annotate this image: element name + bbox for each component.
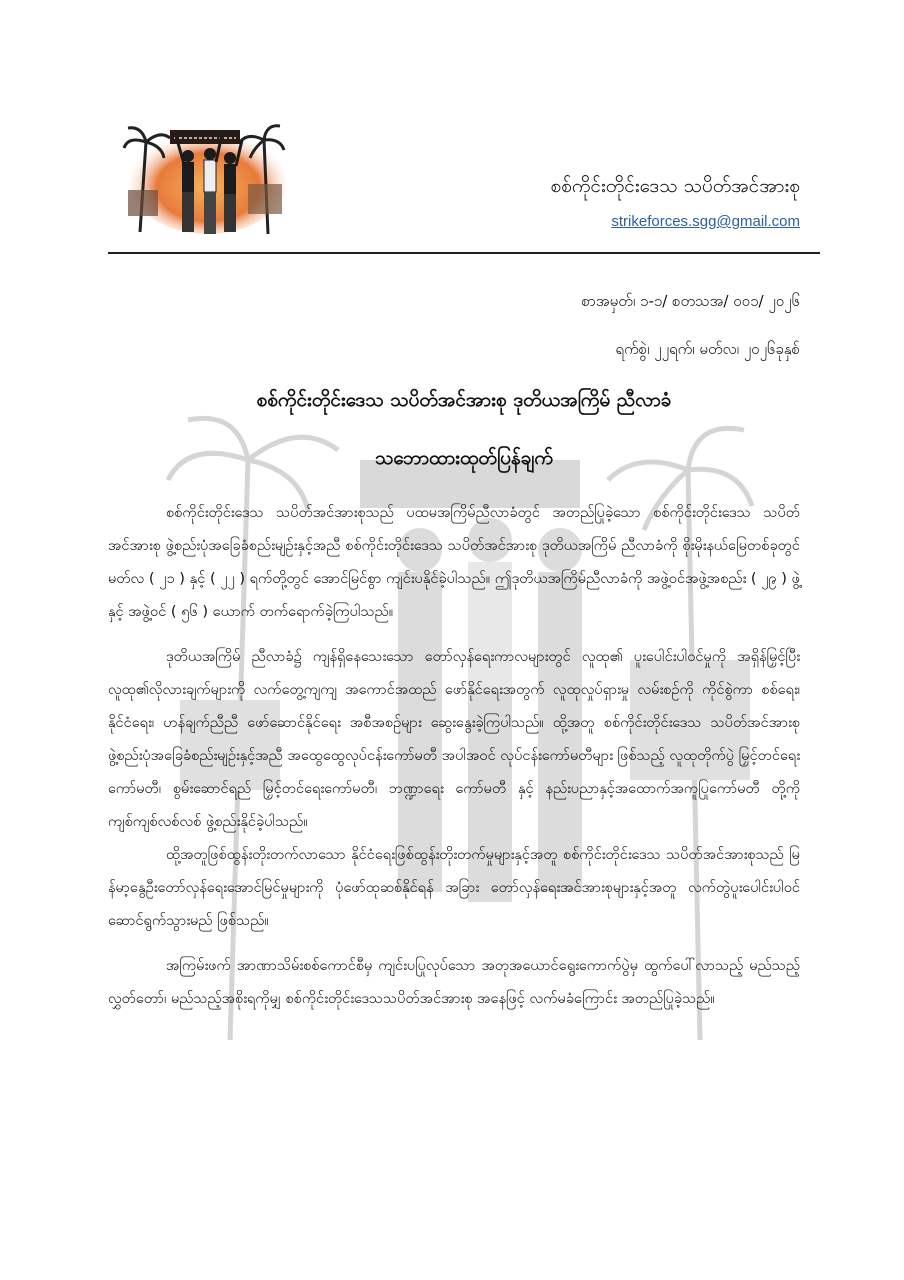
document-title: စစ်ကိုင်းတိုင်းဒေသ သပိတ်အင်အားစု ဒုတိယအကြိမ် ညီလာခံ [256,389,672,411]
organization-email-link[interactable]: strikeforces.sgg@gmail.com [611,213,800,230]
paragraph-2: ဒုတိယအကြိမ် ညီလာခံ၌ ကျန်ရှိနေသေးသော တော်လှန်ရေးကာလများတွင် လူထု၏ ပူးပေါင်းပါဝင်မှုကို အရှိန်မြှင့်ပြီး လူထု၏လိုလားချက်များကို လက်တွေ့ကျကျ အကောင်အထည် ဖော်နိုင်ရေးအတွက် လူထုလှုပ်ရှားမှု လမ်းစဉ်ကို ကိုင်စွဲကာ စစ်ရေး၊ နိုင်ငံရေး၊ ဟန်ချက်ညီညီ ဖော်ဆောင်နိုင်ရေး အစီအစဉ်များ ဆွေးနွေးခဲ့ကြပါသည်။ ထို့အတူ စစ်ကိုင်းတိုင်းဒေသ သပိတ်အင်အားစု ဖွဲ့စည်းပုံအခြေခံစည်းမျဉ်းနှင့်အညီ အထွေထွေလုပ်ငန်းကော်မတီ အပါအဝင် လုပ်ငန်းကော်မတီများ ဖြစ်သည့် လူထုတိုက်ပွဲ မြှင့်တင်ရေးကော်မတီ၊ စွမ်းဆောင်ရည် မြှင့်တင်ရေးကော်မတီ၊ ဘဏ္ဍာရေး ကော်မတီ နှင့် နည်းပညာနှင့်အထောက်အကူပြုကော်မတီ တို့ကို ကျစ်ကျစ်လစ်လစ် ဖွဲ့စည်းနိုင်ခဲ့ပါသည်။ [108,648,800,830]
document-date: ရက်စွဲ၊ ၂၂ရက်၊ မတ်လ၊ ၂၀၂၆ခုနှစ် [615,340,800,358]
paragraph-1: စစ်ကိုင်းတိုင်းဒေသ သပိတ်အင်အားစုသည် ပထမအကြိမ်ညီလာခံတွင် အတည်ပြုခဲ့သော စစ်ကိုင်းတိုင်းဒေသ သပိတ်အင်အားစု ဖွဲ့စည်းပုံအခြေခံစည်းမျဉ်းနှင့်အညီ စစ်ကိုင်းတိုင်းဒေသ သပိတ်အင်အားစု ဒုတိယအကြိမ် ညီလာခံကို စိုးမိုးနယ်မြေတစ်ခုတွင် မတ်လ ( ၂၁ ) နှင့် ( ၂၂ ) ရက်တို့တွင် အောင်မြင်စွာ ကျင်းပနိုင်ခဲ့ပါသည်။ ဤဒုတိယအကြိမ်ညီလာခံကို အဖွဲ့ဝင်အဖွဲ့အစည်း ( ၂၉ ) ဖွဲ့နှင့် အဖွဲ့ဝင် ( ၅၆ ) ယောက် တက်ရောက်ခဲ့ကြပါသည်။ [108,504,800,620]
paragraph-4: အကြမ်းဖက် အာဏာသိမ်းစစ်ကောင်စီမှ ကျင်းပပြုလုပ်သော အတုအယောင်ရွေးကောက်ပွဲမှ ထွက်ပေါ်လာသည့် မည်သည့်လွှတ်တော်၊ မည်သည့်အစိုးရကိုမျှ စစ်ကိုင်းတိုင်းဒေသသပိတ်အင်အားစု အနေဖြင့် လက်မခံကြောင်း အတည်ပြုခဲ့သည်။ [108,957,800,1007]
document-subtitle: သဘောထားထုတ်ပြန်ချက် [374,447,554,469]
organization-name: စစ်ကိုင်းတိုင်းဒေသ သပိတ်အင်အားစု [550,175,800,197]
paragraph-3: ထို့အတူဖြစ်ထွန်းတိုးတက်လာသော နိုင်ငံရေးဖြစ်ထွန်းတိုးတက်မှုများနှင့်အတူ စစ်ကိုင်းတိုင်းဒေသ သပိတ်အင်အားစုသည် မြန်မာ့နွေဦးတော်လှန်ရေးအောင်မြင်မှုများကို ပုံဖော်ထုဆစ်နိုင်ရန် အခြား တော်လှန်ရေးအင်အားစုများနှင့်အတူ လက်တွဲပူးပေါင်းပါဝင်ဆောင်ရွက်သွားမည် ဖြစ်သည်။ [108,846,800,929]
statement-body [108,496,800,1027]
organization-logo [118,112,290,240]
header-divider [108,252,820,254]
reference-number: စာအမှတ်၊ ၁-၁/ စတသအ/ ၀၀၁/ ၂၀၂၆ [581,292,800,310]
